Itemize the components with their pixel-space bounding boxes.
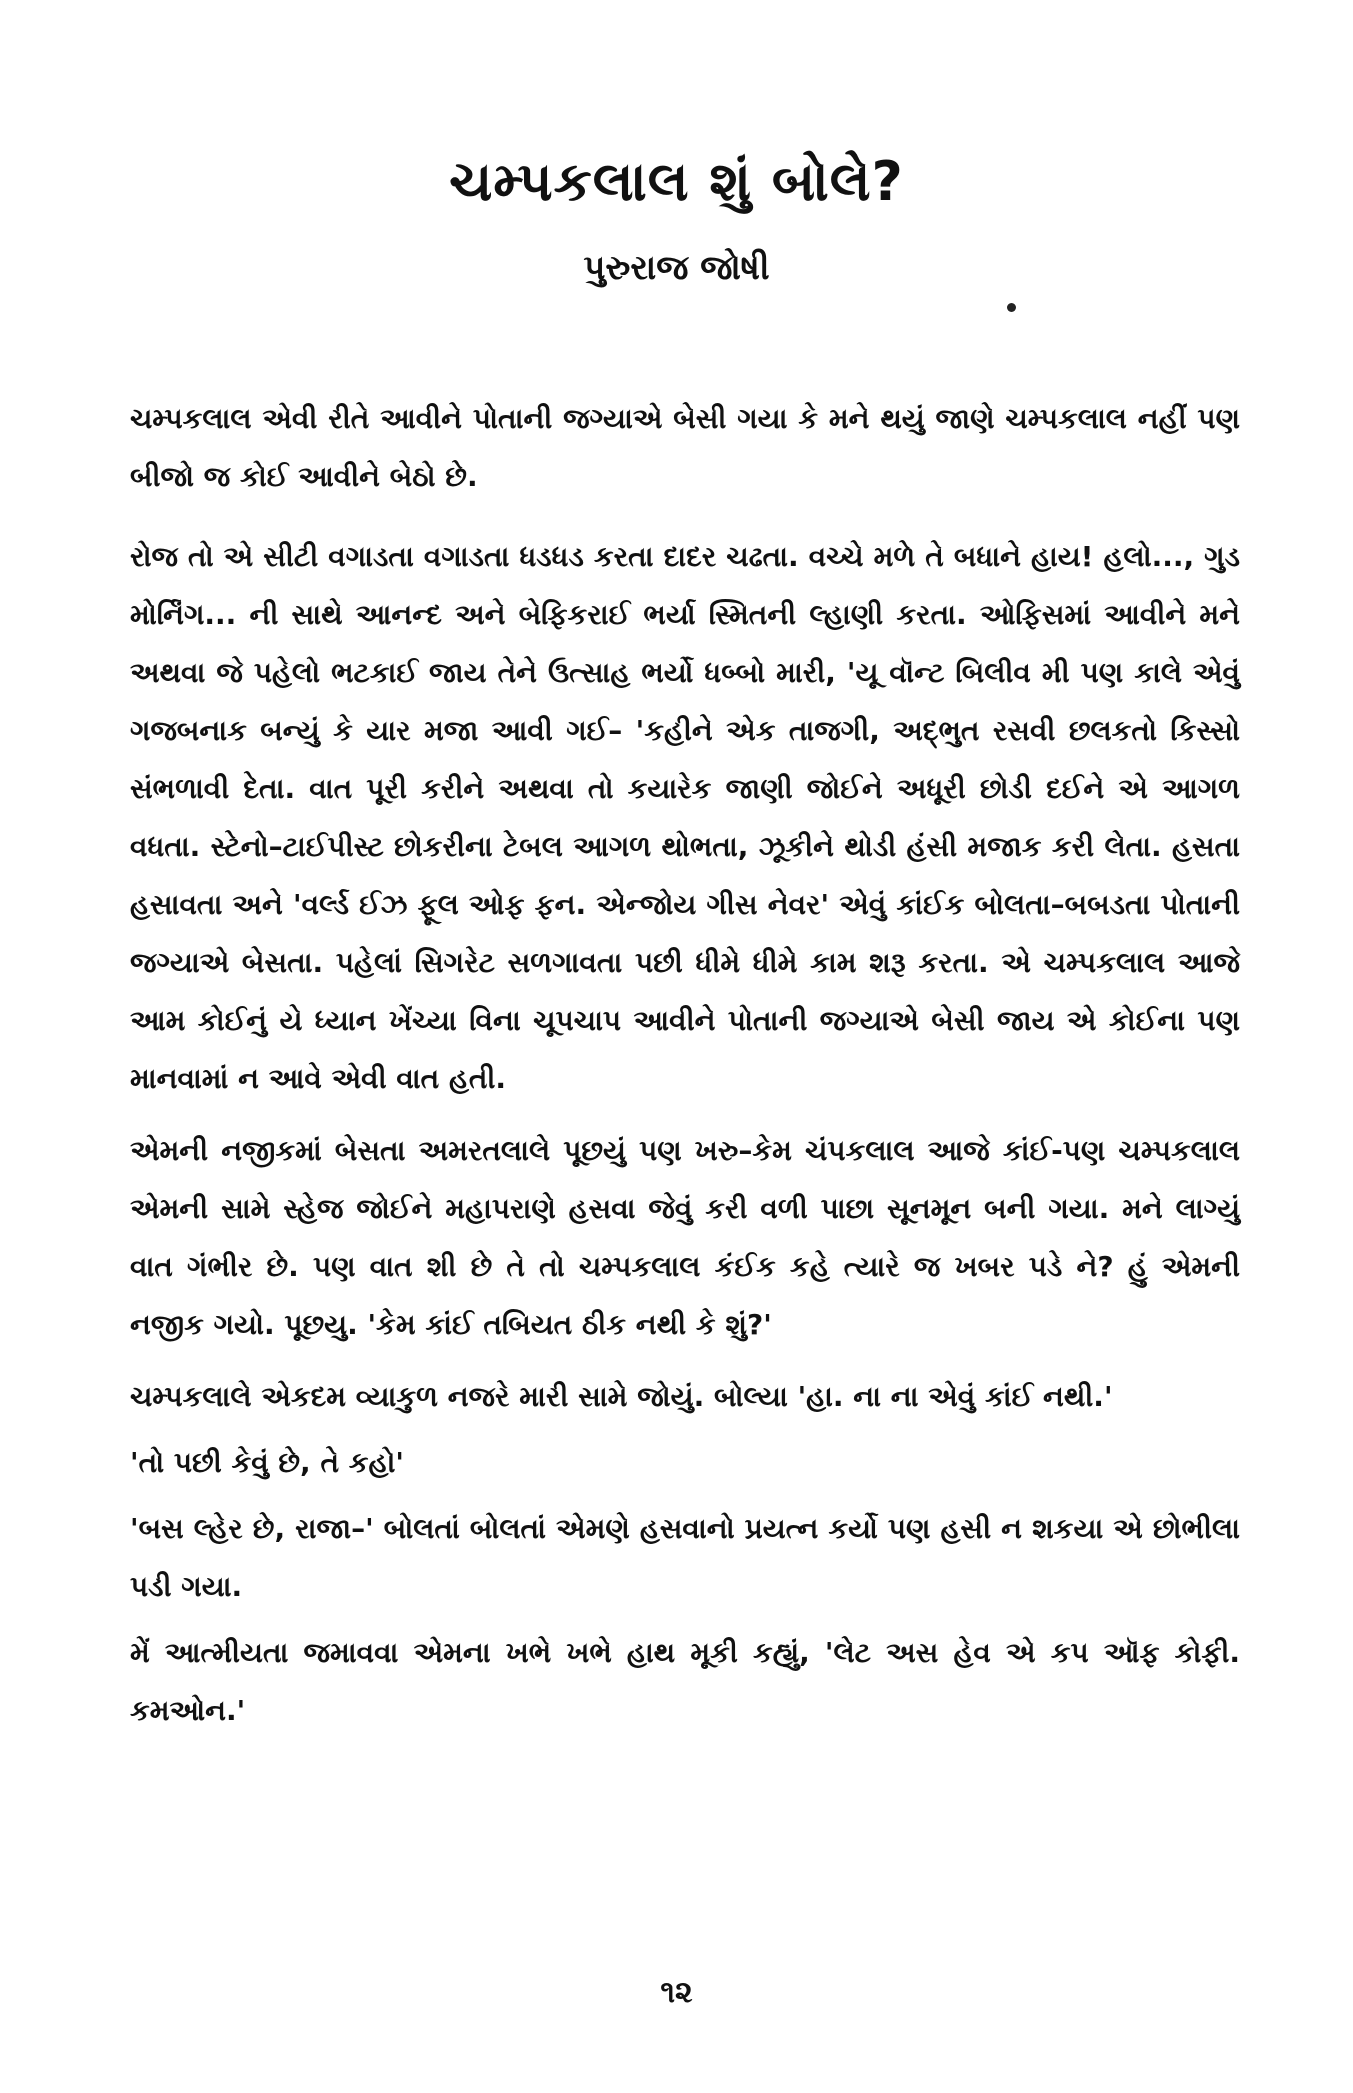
paragraph-4: ચમ્પકલાલે એકદમ વ્યાકુળ નજરે મારી સામે જોયું. બોલ્યા 'હા. ના ના એવું કાંઈ નથી.' <box>130 1380 1113 1413</box>
paragraph-5: 'તો પછી કેવું છે, તે કહો' <box>130 1446 405 1479</box>
paragraph-1: ચમ્પકલાલ એવી રીતે આવીને પોતાની જગ્યાએ બેસી ગયા કે મને થયું જાણે ચમ્પકલાલ નહીં પણ બીજો જ કોઈ આવીને બેઠો છે. <box>130 402 1240 493</box>
paragraph-7: મેં આત્મીયતા જમાવવા એમના ખભે ખભે હાથ મૂકી કહ્યું, 'લેટ અસ હેવ એ કપ ઑફ કોફી. કમઓન.' <box>130 1636 1240 1727</box>
paragraph-6: 'બસ લ્હેર છે, રાજા–' બોલતાં બોલતાં એમણે હસવાનો પ્રયત્ન કર્યો પણ હસી ન શકયા એ છોભીલા પડી ગયા. <box>130 1512 1240 1603</box>
paragraph-3: એમની નજીકમાં બેસતા અમરતલાલે પૂછયું પણ ખરુ–કેમ ચંપકલાલ આજે કાંઈ-પણ ચમ્પકલાલ એમની સામે સ્હેજ જોઈને મહાપરાણે હસવા જેવું કરી વળી પાછા સૂનમૂન બની ગયા. મને લાગ્યું વાત ગંભીર છે. પણ વાત શી છે તે તો ચમ્પકલાલ કંઈક કહે ત્યારે જ ખબર પડે ને? હું એમની નજીક ગયો. પૂછયુ. 'કેમ કાંઈ તબિયત ઠીક નથી કે શું?' <box>130 1134 1240 1341</box>
page-number: ૧૨ <box>660 1975 693 2010</box>
paragraph-2: રોજ તો એ સીટી વગાડતા વગાડતા ધડધડ કરતા દાદર ચઢતા. વચ્ચે મળે તે બધાને હાય! હલો..., ગુડ મોર્નિંગ... ની સાથે આનન્દ અને બેફિકરાઈ ભર્યા સ્મિતની લ્હાણી કરતા. ઓફિસમાં આવીને મને અથવા જે પહેલો ભટકાઈ જાય તેને ઉત્સાહ ભર્યો ધબ્બો મારી, 'યૂ વૉન્ટ બિલીવ મી પણ કાલે એવું ગજબનાક બન્યું કે યાર મજા આવી ગઈ– 'કહીને એક તાજગી, અદ્ભુત રસવી છલકતો કિસ્સો સંભળાવી દેતા. વાત પૂરી કરીને અથવા તો કયારેક જાણી જોઈને અધૂરી છોડી દઈને એ આગળ વધતા. સ્ટેનો–ટાઈપીસ્ટ છોકરીના ટેબલ આગળ થોભતા, ઝૂકીને થોડી હંસી મજાક કરી લેતા. હસતા હસાવતા અને 'વર્લ્ડ ઈઝ ફૂલ ઓફ ફન. એન્જોય ગીસ નેવર' એવું કાંઈક બોલતા–બબડતા પોતાની જગ્યાએ બેસતા. પહેલાં સિગરેટ સળગાવતા પછી ધીમે ધીમે કામ શરૂ કરતા. એ ચમ્પકલાલ આજે આમ કોઈનું યે ધ્યાન ખેંચ્યા વિના ચૂપચાપ આવીને પોતાની જગ્યાએ બેસી જાય એ કોઈના પણ માનવામાં ન આવે એવી વાત હતી. <box>130 540 1240 1095</box>
ink-speck <box>1007 303 1016 312</box>
article-title: ચમ્પકલાલ શું બોલે? <box>449 150 904 213</box>
article-body <box>130 390 1240 1740</box>
article-author: પુરુરાજ જોષી <box>583 248 770 288</box>
